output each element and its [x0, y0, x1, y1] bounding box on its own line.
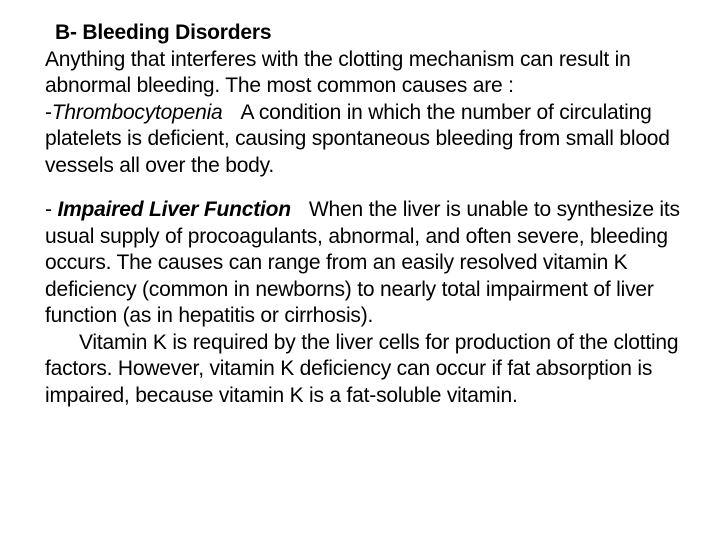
vitamin-k-paragraph: [45, 330, 710, 410]
thrombocytopenia-definition: A condition in which the number of circulating platelets is deficient, causing spontaneous bleeding from small blood vessels all over the body.: [45, 100, 670, 177]
item-prefix: -: [45, 100, 52, 124]
item-prefix: -: [45, 198, 58, 221]
slide-content: [45, 20, 710, 409]
intro-paragraph: Anything that interferes with the clotting mechanism can result in abnormal bleeding. The most common causes are :: [45, 47, 631, 97]
liver-function-term: Impaired Liver Function: [57, 198, 291, 221]
section-heading: B- Bleeding Disorders: [55, 21, 272, 44]
thrombocytopenia-term: Thrombocytopenia: [51, 100, 223, 124]
paragraph-gap: [45, 179, 710, 197]
vitamin-k-text: Vitamin K is required by the liver cells for production of the clotting factors. However, vitamin K deficiency can occur if fat absorption is impaired, because vitamin K is a fat-soluble vitamin.: [45, 330, 679, 407]
liver-function-definition: When the liver is unable to synthesize its usual supply of procoagulants, abnormal, and often severe, bleeding occurs. The causes can range from an easily resolved vitamin K deficiency (common in newborns) to nearly total impairment of liver function (as in hepatitis or cirrhosis).: [45, 198, 680, 327]
liver-function-paragraph: [45, 197, 710, 330]
thrombocytopenia-paragraph: [45, 100, 710, 180]
